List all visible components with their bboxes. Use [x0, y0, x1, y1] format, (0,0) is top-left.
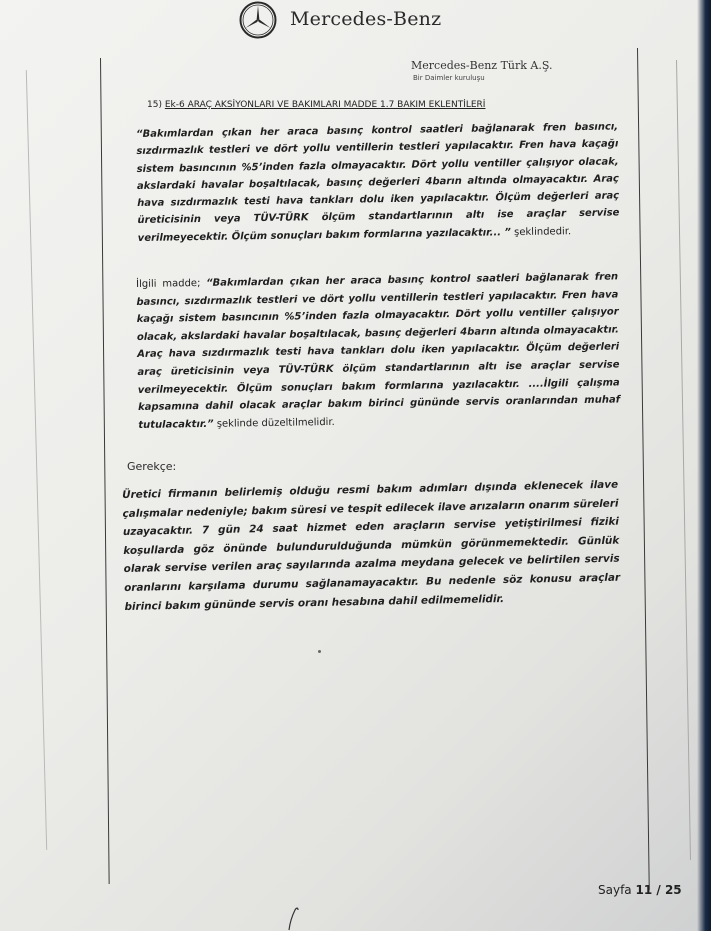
- reason-paragraph: Üretici firmanın belirlemiş olduğu resmi bakım adımları dışında eklenecek ilave çalışmalar nedeniyle; bakım süresi ve tespit edilecek ilave arızaların onarım süreleri uzayacaktır. 7 gün 24 saat hizmet eden araçların servise yetiştirilmesi fiziki koşullarda göz önünde bulundurulduğunda mümkün görünmemektedir. Günlük olarak servise verilen araç sayılarında azalma meydana gelecek ve belirtilen servis oranlarını karşılama durumu sağlanamayacaktır. Bu nedenle söz konusu araçlar birinci bakım gününde servis oranı hesabına dahil edilmemelidir.: [122, 478, 621, 613]
- company-name: Mercedes-Benz Türk A.Ş.: [411, 59, 553, 72]
- frame-right-border: [637, 48, 650, 890]
- company-subtitle: Bir Daimler kuruluşu: [413, 74, 485, 82]
- original-clause-quote: “Bakımlardan çıkan her araca basınç kontrol saatleri bağlanarak fren basıncı, sızdırmazlık testleri ve dört yollu ventillerin testleri yapılacaktır. Fren hava kaçağı sistem basıncının %5’inden fazla olmayacaktır. Dört yollu ventiller çalışıyor olacak, akslardaki havalar boşaltılacak, basınç değerleri 4barın altında olmayacaktır. Araç hava sızdırmazlık testi hava tankları dolu iken yapılacaktır. Ölçüm değerleri araç üreticisinin veya TÜV-TÜRK ölçüm standartlarının altı ise araçlar servise verilmeyecektir. Ölçüm sonuçları bakım formlarına yazılacaktır... ”: [136, 121, 620, 244]
- margin-shadow-right: [676, 60, 691, 860]
- section-title: Ek-6 ARAÇ AKSİYONLARI VE BAKIMLARI MADDE 1.7 BAKIM EKLENTİLERİ: [164, 100, 486, 110]
- page-total: 25: [664, 883, 682, 897]
- amendment-paragraph: [136, 268, 620, 434]
- page-current: 11: [635, 883, 653, 897]
- original-clause-paragraph: [136, 118, 620, 247]
- frame-left-border: [100, 58, 110, 884]
- background-edge: [697, 0, 711, 931]
- section-number: 15): [147, 100, 162, 110]
- mercedes-star-logo-icon: [236, 1, 280, 39]
- reason-label: Gerekçe:: [127, 460, 177, 473]
- pen-mark-icon: [286, 904, 302, 931]
- page-number: Sayfa 11 / 25: [598, 883, 682, 897]
- original-clause-tail: şeklindedir.: [510, 225, 572, 238]
- amendment-quote: “Bakımlardan çıkan her araca basınç kontrol saatleri bağlanarak fren basıncı, sızdırmazlık testleri ve dört yollu ventillerin testleri yapılacaktır. Fren hava kaçağı sistem basıncının %5’inden fazla olmayacaktır. Dört yollu ventiller çalışıyor olacak, akslardaki havalar boşaltılacak, basınç değerleri 4barın altında olmayacaktır. Araç hava sızdırmazlık testi hava tankları dolu iken yapılacaktır. Ölçüm değerleri araç üreticisinin veya TÜV-TÜRK ölçüm standartlarının altı ise araçlar servise verilmeyecektir. Ölçüm sonuçları bakım formlarına yazılacaktır. ....İlgili çalışma kapsamına dahil olacak araçlar bakım birinci gününde servis oranlarından muhaf tutulacaktır.”: [136, 271, 621, 431]
- margin-shadow-left: [26, 70, 47, 850]
- section-heading: [147, 100, 485, 110]
- brand-name: Mercedes-Benz: [290, 8, 442, 30]
- amendment-tail: şeklinde düzeltilmelidir.: [213, 416, 335, 430]
- page-label: Sayfa: [598, 883, 632, 897]
- ink-speck: [318, 650, 321, 653]
- amendment-intro: İlgili madde;: [136, 277, 207, 290]
